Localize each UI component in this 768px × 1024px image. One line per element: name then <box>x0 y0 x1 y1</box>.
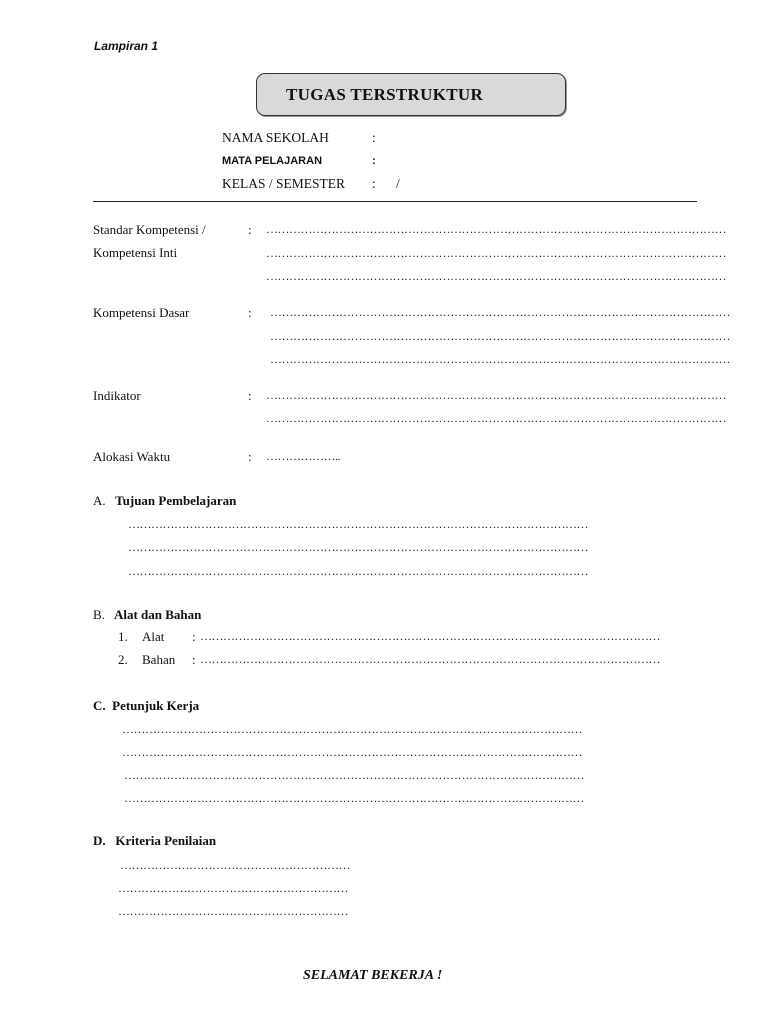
kompetensi-dasar-colon: : <box>248 305 252 320</box>
title-box <box>256 73 566 116</box>
section-c-title: Petunjuk Kerja <box>112 698 200 713</box>
section-a-title: Tujuan Pembelajaran <box>115 493 237 508</box>
kompetensi-dasar-dots-2: ………………………………………………………………………………………………………… <box>270 329 730 343</box>
section-c-dots-4: ………………………………………………………………………………………………………… <box>124 791 584 805</box>
closing-text: SELAMAT BEKERJA ! <box>303 968 443 983</box>
nama-sekolah-colon: : <box>372 130 376 145</box>
section-b-letter: B. <box>93 607 105 622</box>
section-a-letter: A. <box>93 493 106 508</box>
bahan-colon: : <box>192 652 196 667</box>
indikator-label: Indikator <box>93 388 141 403</box>
indikator-dots-1: ………………………………………………………………………………………………………… <box>266 388 726 402</box>
standar-kompetensi-dots-2: ………………………………………………………………………………………………………… <box>266 246 726 260</box>
nama-sekolah-label: NAMA SEKOLAH <box>222 130 329 145</box>
section-d-dots-2: …………………………………………………… <box>118 881 348 895</box>
kelas-semester-label: KELAS / SEMESTER <box>222 176 346 191</box>
alokasi-waktu-label: Alokasi Waktu <box>93 449 171 464</box>
standar-kompetensi-dots-3: ………………………………………………………………………………………………………… <box>266 269 726 283</box>
indikator-dots-2: ………………………………………………………………………………………………………… <box>266 411 726 425</box>
alat-label: Alat <box>142 629 165 644</box>
standar-kompetensi-label: Standar Kompetensi / <box>93 222 206 237</box>
header-divider <box>93 201 697 202</box>
mata-pelajaran-label: MATA PELAJARAN <box>222 155 323 167</box>
kompetensi-inti-label: Kompetensi Inti <box>93 245 178 260</box>
bahan-dots: ………………………………………………………………………………………………………… <box>200 652 660 666</box>
alokasi-waktu-colon: : <box>248 449 252 464</box>
section-c-heading <box>93 698 199 714</box>
section-a-heading <box>93 493 236 509</box>
bahan-number: 2. <box>118 652 128 667</box>
kompetensi-dasar-dots-3: ………………………………………………………………………………………………………… <box>270 352 730 366</box>
section-c-letter: C. <box>93 698 106 713</box>
section-d-letter: D. <box>93 833 106 848</box>
kompetensi-dasar-dots-1: ………………………………………………………………………………………………………… <box>270 305 730 319</box>
section-d-title: Kriteria Penilaian <box>115 833 217 848</box>
kelas-semester-slash: / <box>396 176 400 191</box>
lampiran-label: Lampiran 1 <box>94 39 159 53</box>
section-a-dots-1: ………………………………………………………………………………………………………… <box>128 517 588 531</box>
document-title: TUGAS TERSTRUKTUR <box>286 85 484 104</box>
indikator-colon: : <box>248 388 252 403</box>
section-b-title: Alat dan Bahan <box>113 607 202 622</box>
section-c-dots-3: ………………………………………………………………………………………………………… <box>124 768 584 782</box>
section-a-dots-3: ………………………………………………………………………………………………………… <box>128 564 588 578</box>
section-d-heading <box>93 833 216 849</box>
section-c-dots-1: ………………………………………………………………………………………………………… <box>122 722 582 736</box>
standar-kompetensi-colon: : <box>248 222 252 237</box>
alat-number: 1. <box>118 629 128 644</box>
alat-dots: ………………………………………………………………………………………………………… <box>200 629 660 643</box>
mata-pelajaran-colon: : <box>372 155 376 167</box>
kompetensi-dasar-label: Kompetensi Dasar <box>93 305 190 320</box>
section-d-dots-3: …………………………………………………… <box>118 904 348 918</box>
standar-kompetensi-dots-1: ………………………………………………………………………………………………………… <box>266 222 726 236</box>
section-b-heading <box>93 607 201 623</box>
bahan-label: Bahan <box>142 652 176 667</box>
section-c-dots-2: ………………………………………………………………………………………………………… <box>122 745 582 759</box>
section-d-dots-1: …………………………………………………… <box>120 858 350 872</box>
alokasi-waktu-dots: ……………….. <box>266 449 340 463</box>
alat-colon: : <box>192 629 196 644</box>
section-a-dots-2: ………………………………………………………………………………………………………… <box>128 540 588 554</box>
kelas-semester-colon: : <box>372 176 376 191</box>
